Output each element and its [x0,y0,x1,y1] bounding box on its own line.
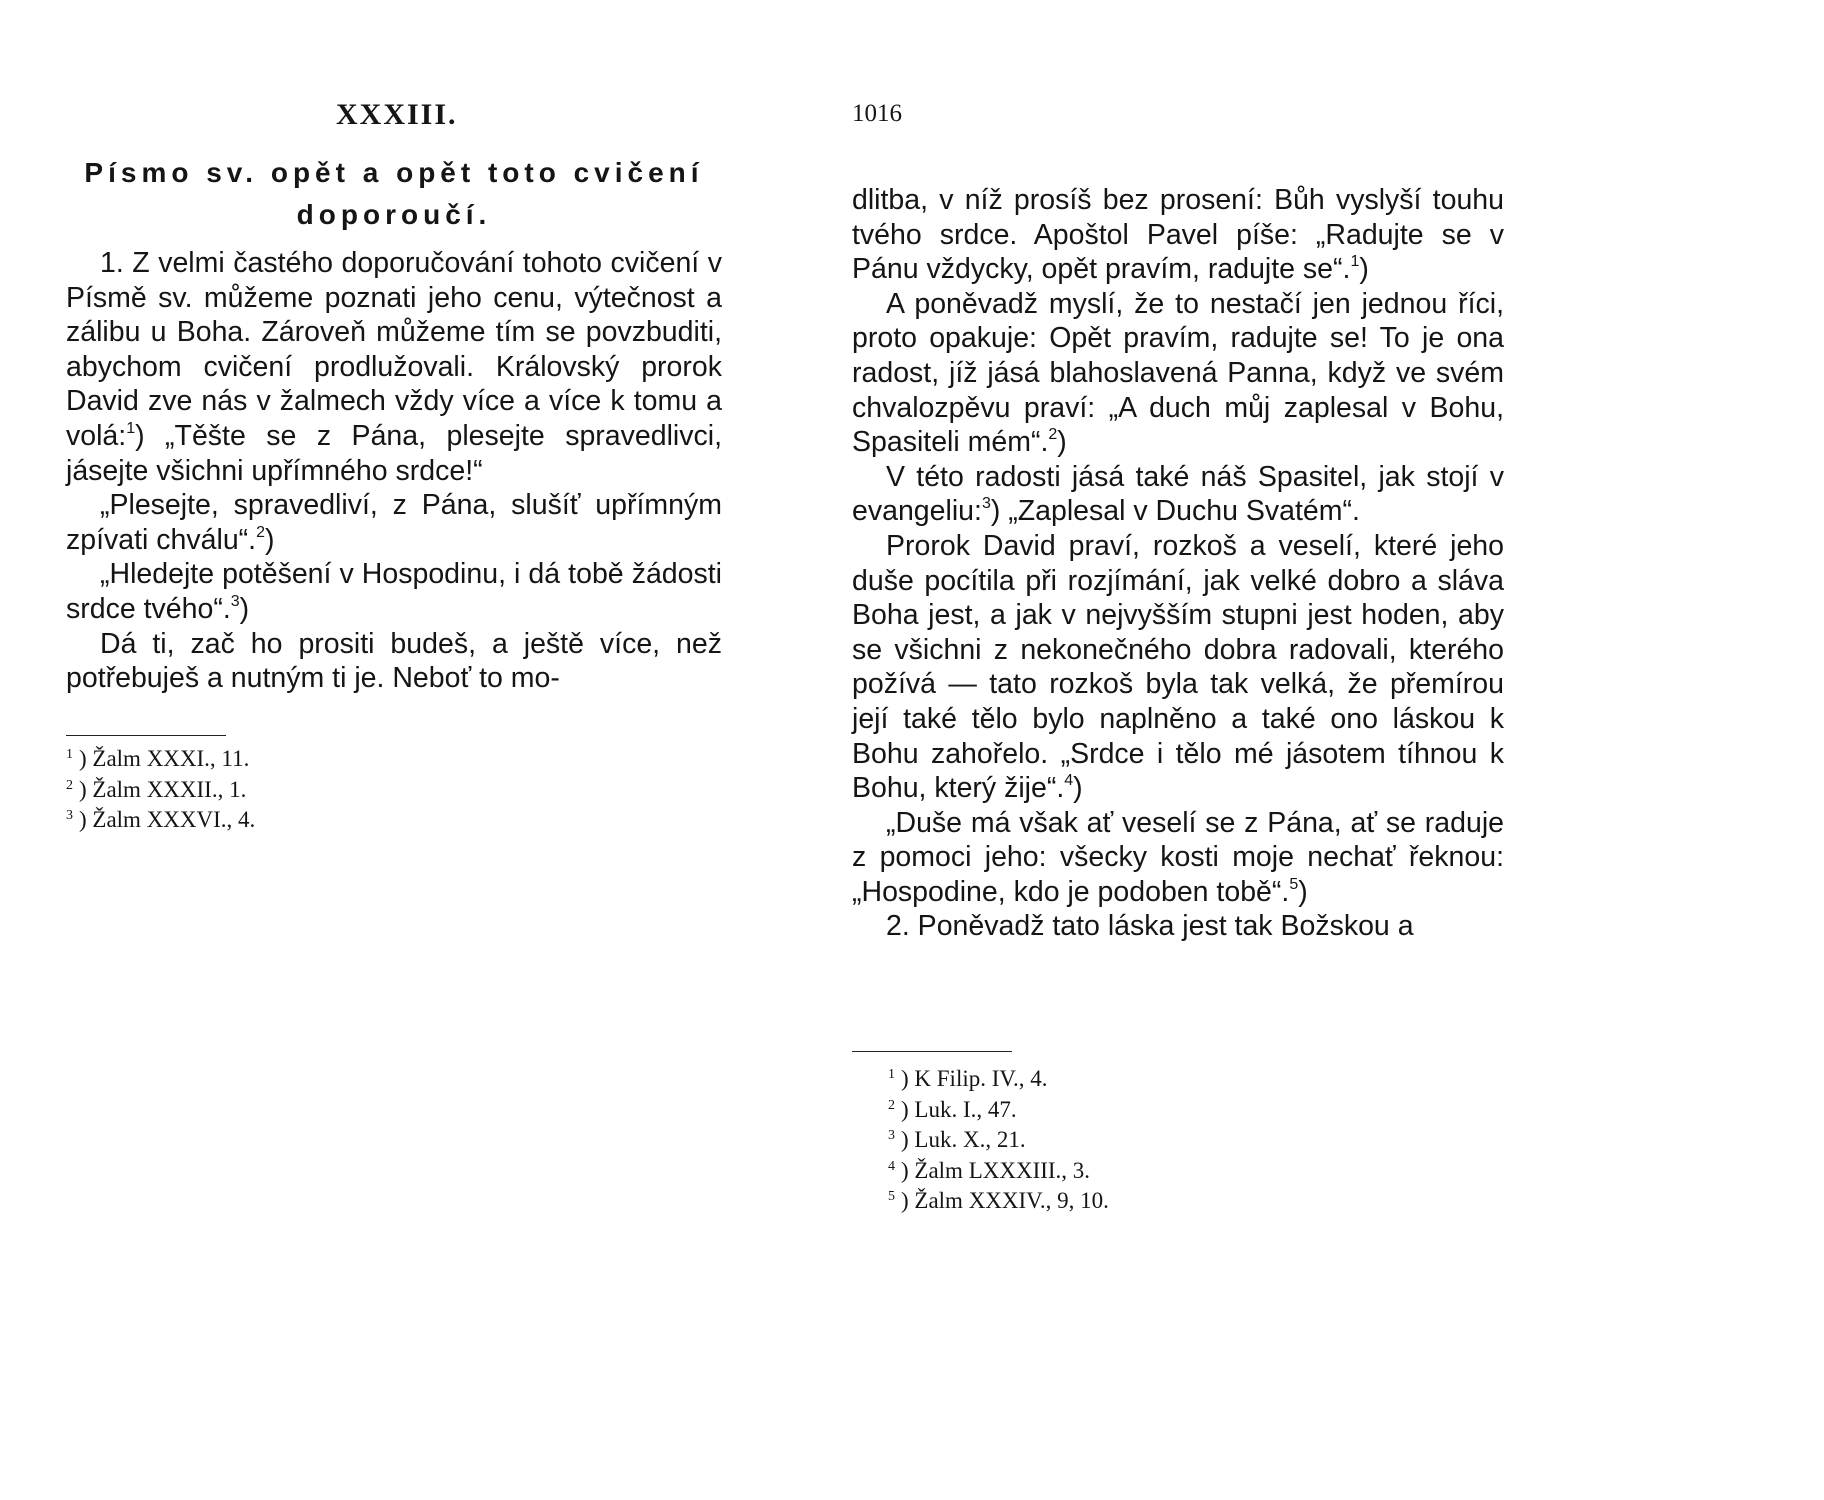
text-segment: „Plesejte, spravedliví, z Pána, slušíť upřímným zpívati chválu“. [66,489,722,556]
footnote-mark: 1 [888,1067,895,1082]
footnote [66,742,255,773]
footnote-text: ) Žalm XXXIV., 9, 10. [901,1188,1109,1213]
text-segment: Dá ti, zač ho prositi budeš, a ještě více, než potřebuješ a nutným ti je. Neboť to mo- [66,627,722,695]
footnote-mark: 3 [888,1128,895,1143]
footnote-mark: 1 [66,747,73,762]
text-segment: „Hledejte potěšení v Hospodinu, i dá tobě žádosti srdce tvého“. [66,558,722,625]
text-segment: ) [1073,772,1083,805]
text-segment: V této radosti jásá také náš Spasitel, jak stojí v evangeliu: [852,460,1504,528]
footnote-text: ) Luk. X., 21. [901,1127,1026,1152]
chapter-number: XXXIII. [336,98,458,131]
left-body-text [66,246,722,696]
footnote-mark: 5 [888,1189,895,1204]
footnote-reference: 1 [126,419,136,437]
chapter-title: Písmo sv. opět a opět toto cvičení doporoučí. [84,157,704,230]
paragraph [852,183,1504,287]
text-segment: ) „Zaplesal v Duchu Svatém“. [990,495,1360,528]
right-body-text [852,183,1504,944]
footnote-reference: 3 [981,495,991,513]
footnote [888,1062,1109,1093]
footnote-mark: 2 [888,1097,895,1113]
footnote-text: ) Žalm XXXVI., 4. [79,807,256,832]
footnote-divider [66,735,226,736]
footnote-mark: 4 [888,1158,895,1174]
footnote-text: ) Žalm LXXXIII., 3. [901,1157,1091,1183]
paragraph [852,909,1504,944]
text-segment: ) [1359,253,1369,286]
footnote-reference: 2 [256,523,265,541]
text-segment: „Duše má však ať veselí se z Pána, ať se raduje z pomoci jeho: všecky kosti moje nechať řeknou: „Hospodine, kdo je podoben tobě“. [852,806,1504,908]
text-segment: A poněvadž myslí, že to nestačí jen jednou říci, proto opakuje: Opět pravím, radujte se! To je ona radost, jíž jásá blahoslavená Panna, když ve svém chvalozpěvu praví: „A duch můj zaplesal v Bohu, Spasiteli mém“. [852,287,1504,459]
footnote-divider [852,1051,1012,1052]
footnote [888,1123,1109,1154]
footnote-text: ) Žalm XXXI., 11. [79,746,250,771]
footnote-reference: 3 [230,592,240,610]
paragraph [852,806,1504,910]
footnote-text: ) Žalm XXXII., 1. [79,776,247,802]
text-segment: 2. Poněvadž tato láska jest tak Božskou a [886,910,1414,943]
left-footnotes [66,742,255,834]
paragraph [66,557,722,626]
text-segment: ) [239,592,250,625]
paragraph [852,529,1504,806]
paragraph [852,287,1504,460]
footnote [888,1154,1109,1185]
text-segment: dlitba, v níž prosíš bez prosení: Bůh vyslyší touhu tvého srdce. Apoštol Pavel píše: „Radujte se v Pánu vždycky, opět pravím, radujte se“. [852,184,1504,286]
paragraph [66,627,722,696]
footnote-reference: 2 [1048,426,1058,444]
footnote-mark: 3 [66,808,73,823]
right-footnotes [888,1062,1109,1215]
footnote [66,803,255,834]
footnote [66,773,255,804]
page-number: 1016 [852,100,902,127]
text-segment: 1. Z velmi častého doporučování tohoto cvičení v Písmě sv. můžeme poznati jeho cenu, výtečnost a zálibu u Boha. Zároveň můžeme tím se povzbuditi, abychom cvičení prodlužovali. Královský prorok David zve nás v žalmech vždy více a více k tomu a volá: [66,247,722,452]
footnote-reference: 1 [1350,253,1360,271]
text-segment: ) [265,523,275,556]
text-segment: ) „Těšte se z Pána, plesejte spravedlivci, jásejte všichni upřímného srdce!“ [66,419,722,487]
paragraph [852,460,1504,529]
footnote-reference: 5 [1289,875,1299,893]
footnote [888,1184,1109,1215]
footnote-text: ) K Filip. IV., 4. [901,1066,1048,1091]
text-segment: Prorok David praví, rozkoš a veselí, které jeho duše pocítila při rozjímání, jak velké dobro a sláva Boha jest, a jak v nejvyšším stupni jest hoden, aby se všichni z nekonečného dobra radovali, kterého požívá — tato rozkoš byla tak velká, že přemírou její také tělo bylo naplněno a také ono láskou k Bohu zahořelo. „Srdce i tělo mé jásotem tíhnou k Bohu, který žije“. [852,529,1504,805]
text-segment: ) [1057,426,1067,459]
footnote-text: ) Luk. I., 47. [901,1096,1017,1122]
footnote-mark: 2 [66,777,73,793]
paragraph [66,246,722,488]
footnote-reference: 4 [1064,772,1074,790]
footnote [888,1093,1109,1124]
paragraph [66,488,722,557]
text-segment: ) [1298,875,1308,908]
